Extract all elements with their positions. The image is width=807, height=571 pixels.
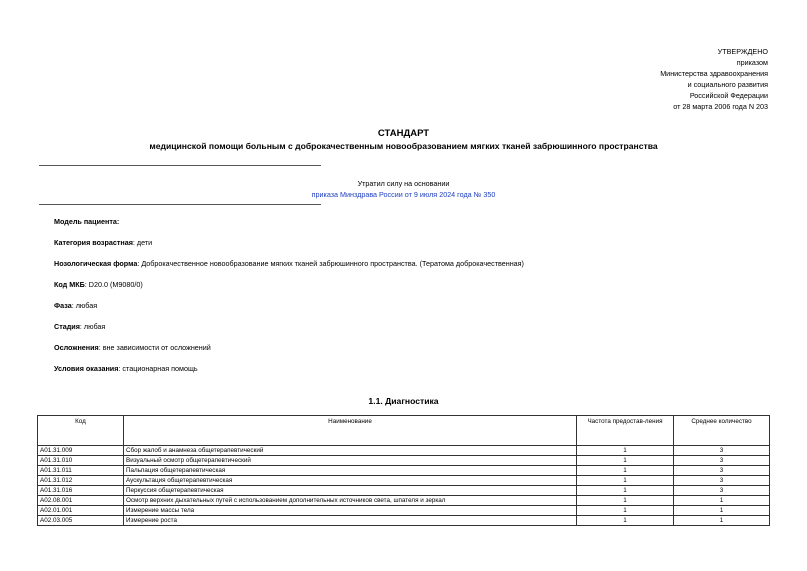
field-stage bbox=[54, 322, 105, 332]
field-nosological-form bbox=[54, 259, 524, 269]
field-care-conditions bbox=[54, 364, 198, 374]
field-value: : любая bbox=[71, 301, 98, 310]
cell-average: 1 bbox=[674, 506, 770, 516]
field-value: : вне зависимости от осложнений bbox=[98, 343, 211, 352]
cell-frequency: 1 bbox=[577, 456, 674, 466]
table-row bbox=[38, 446, 770, 456]
field-patient-model bbox=[54, 217, 119, 227]
cell-frequency: 1 bbox=[577, 506, 674, 516]
divider-bottom bbox=[39, 204, 321, 205]
field-label: Фаза bbox=[54, 301, 72, 310]
cell-code: A01.31.016 bbox=[38, 486, 124, 496]
field-label: Условия оказания bbox=[54, 364, 119, 373]
cell-frequency: 1 bbox=[577, 476, 674, 486]
field-label: Модель пациента: bbox=[54, 217, 120, 226]
cell-code: A01.31.009 bbox=[38, 446, 124, 456]
approval-line: Российской Федерации bbox=[689, 91, 768, 100]
approval-line: приказом bbox=[736, 58, 768, 67]
field-label: Нозологическая форма bbox=[54, 259, 138, 268]
cell-name: Аускультация общетерапевтическая bbox=[124, 476, 577, 486]
table-row bbox=[38, 486, 770, 496]
cell-name: Измерение массы тела bbox=[124, 506, 577, 516]
approval-line: и социального развития bbox=[687, 80, 768, 89]
cell-name: Пальпация общетерапевтическая bbox=[124, 466, 577, 476]
cell-code: A02.08.001 bbox=[38, 496, 124, 506]
table-row bbox=[38, 476, 770, 486]
cell-frequency: 1 bbox=[577, 516, 674, 526]
cell-name: Измерение роста bbox=[124, 516, 577, 526]
cell-name: Перкуссия общетерапевтическая bbox=[124, 486, 577, 496]
title-subtitle: медицинской помощи больным с доброкачественным новообразованием мягких тканей забрюшинного пространства bbox=[149, 141, 658, 151]
table-row bbox=[38, 516, 770, 526]
field-label: Код МКБ bbox=[54, 280, 85, 289]
cell-frequency: 1 bbox=[577, 496, 674, 506]
document-title bbox=[0, 128, 807, 152]
cell-code: A02.01.001 bbox=[38, 506, 124, 516]
cell-code: A01.31.010 bbox=[38, 456, 124, 466]
field-icd-code bbox=[54, 280, 143, 290]
cell-average: 3 bbox=[674, 446, 770, 456]
table-row bbox=[38, 506, 770, 516]
cell-average: 1 bbox=[674, 496, 770, 506]
column-header-frequency: Частота предостав-ления bbox=[577, 416, 674, 446]
repeal-order-link[interactable]: приказа Минздрава России от 9 июля 2024 года № 350 bbox=[311, 190, 496, 199]
repeal-notice bbox=[0, 178, 807, 200]
column-header-code: Код bbox=[38, 416, 124, 446]
field-complications bbox=[54, 343, 211, 353]
cell-frequency: 1 bbox=[577, 446, 674, 456]
field-value: : дети bbox=[132, 238, 153, 247]
approval-line: Министерства здравоохранения bbox=[660, 69, 768, 78]
diagnostics-table bbox=[37, 415, 770, 526]
field-label: Категория возрастная bbox=[54, 238, 133, 247]
cell-average: 3 bbox=[674, 476, 770, 486]
cell-frequency: 1 bbox=[577, 486, 674, 496]
approval-line: УТВЕРЖДЕНО bbox=[717, 47, 768, 56]
cell-frequency: 1 bbox=[577, 466, 674, 476]
approval-block bbox=[660, 46, 768, 112]
field-phase bbox=[54, 301, 97, 311]
table-header-row bbox=[38, 416, 770, 446]
divider-top bbox=[39, 165, 321, 166]
field-age-category bbox=[54, 238, 152, 248]
approval-line: от 28 марта 2006 года N 203 bbox=[673, 102, 768, 111]
cell-code: A01.31.012 bbox=[38, 476, 124, 486]
table-row bbox=[38, 456, 770, 466]
field-value: : Доброкачественное новообразование мягких тканей забрюшинного пространства. (Тератома доброкачественная) bbox=[137, 259, 524, 268]
cell-average: 3 bbox=[674, 466, 770, 476]
column-header-name: Наименование bbox=[124, 416, 577, 446]
title-main: СТАНДАРТ bbox=[377, 128, 430, 139]
cell-name: Визуальный осмотр общетерапевтический bbox=[124, 456, 577, 466]
repeal-notice-text: Утратил силу на основании bbox=[357, 179, 450, 188]
cell-average: 1 bbox=[674, 516, 770, 526]
field-label: Стадия bbox=[54, 322, 80, 331]
cell-code: A02.03.005 bbox=[38, 516, 124, 526]
cell-average: 3 bbox=[674, 486, 770, 496]
section-title: 1.1. Диагностика bbox=[368, 396, 439, 406]
cell-code: A01.31.011 bbox=[38, 466, 124, 476]
column-header-average: Среднее количество bbox=[674, 416, 770, 446]
table-row bbox=[38, 496, 770, 506]
field-value: : любая bbox=[79, 322, 106, 331]
cell-name: Сбор жалоб и анамнеза общетерапевтический bbox=[124, 446, 577, 456]
field-label: Осложнения bbox=[54, 343, 99, 352]
field-value: : D20.0 (M9080/0) bbox=[84, 280, 143, 289]
cell-average: 3 bbox=[674, 456, 770, 466]
field-value: : стационарная помощь bbox=[118, 364, 198, 373]
table-row bbox=[38, 466, 770, 476]
cell-name: Осмотр верхних дыхательных путей с использованием дополнительных источников света, шпателя и зеркал bbox=[124, 496, 577, 506]
